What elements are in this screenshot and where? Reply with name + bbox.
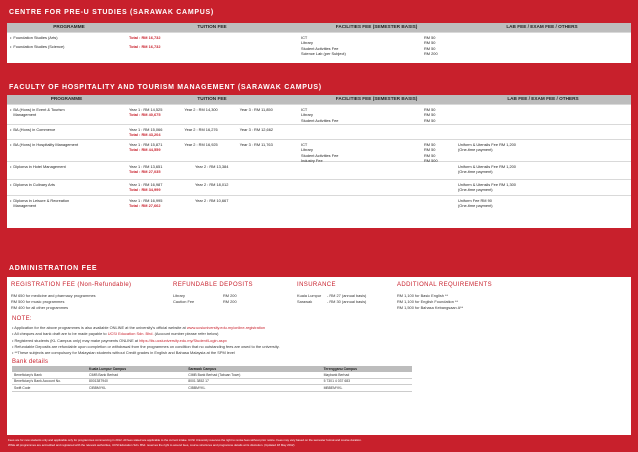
- programme-name: Diploma in Hotel Management: [13, 164, 66, 169]
- table-row: [10, 35, 123, 40]
- lab-cell: [455, 196, 631, 213]
- fee-line: [301, 51, 452, 56]
- cpu-lab: [455, 33, 631, 63]
- registration-link[interactable]: www.ucsiuniversity.edu.my/online-registration: [186, 325, 266, 331]
- fee-amount: RM 50: [424, 112, 436, 118]
- lab-fee-line: Uniform & Utensils Fee RM 1,300: [458, 182, 516, 187]
- fee-amount: RM 50: [424, 40, 436, 46]
- lab-fee-note: (One-time payment): [458, 203, 493, 209]
- cpu-programmes: [7, 33, 126, 63]
- fee-amount: RM 50: [424, 117, 436, 123]
- fee-name: Library: [301, 112, 313, 118]
- header-facilities: FACILITIES FEE (SEMESTER BASIS): [335, 24, 418, 30]
- year-1: Year 1 : RM 15,066: [129, 127, 163, 132]
- bank-cell: Beneficiary's Bank: [12, 372, 87, 378]
- header-programme: PROGRAMME: [50, 96, 83, 102]
- bullet-icon: •: [10, 44, 12, 50]
- facilities-list: [301, 142, 452, 164]
- bullet-icon: •: [10, 142, 12, 147]
- programme-name: Foundation Studies (Science): [13, 44, 65, 50]
- fee-amount: RM 50: [424, 147, 436, 153]
- tuition-cell: [126, 196, 298, 213]
- fee-line: [301, 158, 452, 163]
- facilities-cell: [298, 140, 455, 164]
- note-text: Refundable Deposits are refundable upon completion or withdrawal from the programmes on condition that no outstanding fees are owed to the university.: [14, 343, 280, 349]
- fee-amount: RM 50: [424, 142, 436, 147]
- table-row: [7, 179, 631, 195]
- payment-link[interactable]: https://iis.ucsiuniversity.edu.my/Student/Login.aspx: [139, 337, 227, 343]
- bank-cell: CIBBMYKL: [186, 385, 321, 392]
- lab-fee-note: (One-time payment): [458, 187, 493, 193]
- table-row: [7, 104, 631, 124]
- fee-name: Student Activities Fee: [301, 117, 339, 123]
- year-1: Year 1 : RM 13,651: [129, 164, 163, 169]
- header-tuition: TUITION FEE: [197, 24, 227, 30]
- facilities-cell: [298, 125, 455, 139]
- admin-box: [7, 277, 631, 435]
- fee-name: Library: [301, 40, 313, 46]
- year-1: Year 1 : RM 16,995: [129, 198, 163, 203]
- table-row: [12, 385, 412, 392]
- insurance-amount: - RM 27 (annual basis): [327, 293, 367, 298]
- lab-cell: [455, 140, 631, 161]
- programme-cell: [7, 162, 126, 179]
- footer-disclaimer: [8, 438, 630, 447]
- note-text: (Account number please refer below): [154, 331, 219, 337]
- cpu-tuition: [126, 33, 298, 63]
- fee-amount: RM 50: [424, 35, 436, 40]
- programme-name: Diploma in Culinary Arts: [13, 182, 55, 187]
- bullet-icon: •: [10, 164, 12, 169]
- programme-name: BA (Hons) in Commerce: [13, 127, 56, 132]
- lab-fee-note: (One-time payment): [458, 169, 493, 175]
- additional-line: RM 1,500 for Bahasa Kebangsaan A**: [397, 304, 464, 310]
- registration-heading: REGISTRATION FEE (Non-Refundable): [11, 282, 132, 288]
- note-text: Registered students (KL Campus only) may make payments ONLINE at: [14, 337, 138, 343]
- lab-fee-line: Uniform Fee RM 90: [458, 198, 492, 203]
- cpu-facilities: [298, 33, 455, 63]
- year-2: Year 2 : RM 16,276: [184, 127, 218, 132]
- insurance-campus: Kuala Lumpur: [297, 293, 322, 298]
- additional-line: RM 1,100 for Basic English **: [397, 293, 449, 298]
- bank-cell: 5 7301 4 037 683: [322, 378, 412, 385]
- tuition-cell: [126, 140, 298, 161]
- bank-col-header: Sarawak Campus: [186, 366, 321, 372]
- cpu-title: CENTRE FOR PRE-U STUDIES (SARAWAK CAMPUS): [9, 9, 214, 16]
- year-3: Year 3 : RM 12,662: [239, 127, 274, 132]
- bank-section: [7, 359, 631, 391]
- year-1: Year 1 : RM 16,987: [129, 182, 163, 187]
- bank-table: [12, 366, 412, 391]
- bullet-icon: •: [10, 198, 12, 203]
- programme-cell: [7, 180, 126, 195]
- table-row: [12, 378, 412, 385]
- fee-name: ICT: [301, 142, 308, 147]
- programme-name: Diploma in Leisure & Recreation Management: [13, 198, 70, 209]
- registration-line: RM 500 for music programmes: [11, 298, 65, 304]
- fee-name: Industry Fee: [301, 158, 323, 164]
- fee-amount: RM 50: [424, 152, 436, 158]
- fee-name: Student Activities Fee: [301, 45, 339, 51]
- year-2: Year 2 : RM 14,300: [184, 107, 218, 112]
- bank-cell: 8001 3852 17: [186, 378, 321, 385]
- programme-cell: [7, 105, 126, 124]
- tuition-total: Total : RM 27,662: [129, 203, 161, 209]
- bullet-icon: •: [10, 107, 12, 112]
- note-heading: NOTE:: [12, 315, 32, 322]
- note-text: **These subjects are compulsory for Malaysian students without Credit grades in English and Bahasa Malaysia at the SPM level: [14, 350, 235, 356]
- deposit-line: [173, 299, 293, 305]
- bank-cell: 8001387940: [87, 378, 186, 385]
- insurance-campus: Sarawak: [297, 298, 313, 304]
- year-2: Year 2 : RM 13,384: [195, 164, 229, 169]
- bank-cell: CIMB Bank Berhad: [87, 372, 186, 378]
- payee-name: UCSI Education Sdn. Bhd.: [107, 331, 154, 337]
- registration-fee: [11, 281, 169, 311]
- bank-cell: MBBEMYKL: [322, 385, 412, 392]
- bank-cell: CIMB Bank Berhad (Tabuan Town): [186, 372, 321, 378]
- bank-heading: Bank details: [12, 359, 49, 366]
- fht-title: FACULTY OF HOSPITALITY AND TOURISM MANAGEMENT (SARAWAK CAMPUS): [9, 84, 322, 91]
- note-line: • Registered students (KL Campus only) may make payments ONLINE at https://iis.ucsiuniversity.edu.my/Student/Login.aspx: [12, 337, 227, 343]
- lab-fee-line: Uniform & Utensils Fee RM 1,200: [458, 142, 516, 147]
- facilities-cell: [298, 180, 455, 195]
- bullet-icon: •: [10, 35, 12, 40]
- footer-line: Fees are for new students only and applicable only for programmes commencing in 2012. All fees stated are applicable to the current intake. UCSI University reserves the right to revise fees without prior notice. Fees may vary based on the semester format and course duration.: [8, 438, 362, 442]
- insurance-amount: - RM 30 (annual basis): [327, 298, 367, 304]
- cpu-body: [7, 32, 631, 63]
- fht-table-header: [7, 95, 631, 104]
- footer-line: While all programmes are accredited and registered with the relevant authorities, UCSI Education Sdn. Bhd. reserves the right to amend fees, course structures and programme details at its discretion. (Updated 18 May 2012): [8, 443, 295, 448]
- fee-name: ICT: [301, 35, 308, 40]
- year-2: Year 2 : RM 18,012: [195, 182, 229, 187]
- deposit-name: Library: [173, 293, 185, 298]
- additional-requirements: [397, 281, 597, 311]
- fee-name: ICT: [301, 107, 308, 112]
- lab-fee-note: (One-time payment): [458, 147, 493, 153]
- programme-cell: [7, 125, 126, 139]
- fee-amount: RM 50: [424, 45, 436, 51]
- tuition-cell: [126, 162, 298, 179]
- registration-line: RM 650 for medicine and pharmacy programmes: [11, 293, 96, 298]
- deposits-heading: REFUNDABLE DEPOSITS: [173, 282, 253, 288]
- tuition-total: Total : RM 34,999: [129, 187, 161, 193]
- table-row: [7, 124, 631, 139]
- fee-name: Library: [301, 147, 313, 153]
- refundable-deposits: [173, 281, 293, 311]
- tuition-total: Total : RM 16,732: [129, 44, 161, 50]
- tuition-total: Total : RM 44,559: [129, 147, 161, 153]
- tuition-total: Total : RM 27,035: [129, 169, 161, 175]
- fee-name: Science Lab (per Subject): [301, 51, 346, 57]
- note-line: • Application for the above programmes is also available ONLINE at the university's official website at www.ucsiuniversity.edu.my/online-registration: [12, 325, 266, 331]
- note-line: • All cheques and bank draft are to be made payable to UCSI Education Sdn. Bhd. (Account number please refer below): [12, 331, 219, 337]
- fht-table: [7, 95, 631, 228]
- header-facilities: FACILITIES FEE (SEMESTER BASIS): [335, 96, 418, 102]
- insurance-line: [297, 299, 393, 305]
- tuition-cell: [126, 125, 298, 139]
- year-3: Year 3 : RM 11,763: [239, 142, 273, 147]
- lab-cell: [455, 162, 631, 179]
- programme-name: Foundation Studies (Arts): [13, 35, 58, 40]
- lab-cell: [455, 105, 631, 124]
- deposit-amount: RM 200: [223, 293, 237, 298]
- programme-name: BA (Hons) in Event & Tourism Management: [13, 107, 65, 118]
- tuition-cell: [126, 180, 298, 195]
- note-text: All cheques and bank draft are to be made payable to: [14, 331, 107, 337]
- table-row: [7, 195, 631, 213]
- deposit-amount: RM 200: [223, 298, 237, 304]
- insurance-heading: INSURANCE: [297, 282, 336, 288]
- bank-cell: Swift Code: [12, 385, 87, 392]
- bullet-icon: •: [10, 127, 12, 132]
- fee-amount: RM 500: [424, 158, 438, 164]
- admin-grid: [7, 277, 631, 311]
- note-text: Application for the above programmes is also available ONLINE at the university's official website at: [14, 325, 186, 331]
- admin-title: ADMINISTRATION FEE: [9, 265, 98, 272]
- fee-name: Student Activities Fee: [301, 152, 339, 158]
- header-programme: PROGRAMME: [53, 24, 85, 30]
- lab-cell: [455, 125, 631, 139]
- cpu-table-header: [7, 23, 631, 32]
- year-1: Year 1 : RM 15,871: [129, 142, 163, 147]
- year-2: Year 2 : RM 16,925: [184, 142, 218, 147]
- lab-fee-line: Uniform & Utensils Fee RM 1,200: [458, 164, 516, 169]
- fee-amount: RM 50: [424, 107, 436, 112]
- header-lab: LAB FEE / EXAM FEE / OTHERS: [507, 96, 579, 102]
- bank-cell: Beneficiary's Bank Account No.: [12, 378, 87, 385]
- tuition-total: Total : RM 43,204: [129, 132, 161, 138]
- programme-cell: [7, 196, 126, 213]
- note-section: [7, 315, 631, 357]
- table-row: [10, 44, 123, 49]
- bullet-icon: •: [10, 182, 12, 187]
- facilities-cell: [298, 196, 455, 213]
- tuition-total: Total : RM 16,732: [129, 35, 161, 40]
- facilities-cell: [298, 162, 455, 179]
- header-tuition: TUITION FEE: [197, 96, 227, 102]
- cpu-table: [7, 23, 631, 63]
- insurance: [297, 281, 393, 311]
- year-3: Year 3 : RM 11,850: [239, 107, 273, 112]
- fee-amount: RM 200: [424, 51, 438, 57]
- facilities-cell: [298, 105, 455, 124]
- table-row: [7, 139, 631, 164]
- tuition-total: Total : RM 40,675: [129, 112, 161, 118]
- additional-line: RM 1,100 for English Foundation **: [397, 298, 458, 304]
- bank-cell: CIBBMYKL: [87, 385, 186, 392]
- bank-col-header: Kuala Lumpur Campus: [87, 366, 186, 372]
- lab-cell: [455, 180, 631, 195]
- header-lab: LAB FEE / EXAM FEE / OTHERS: [506, 24, 578, 30]
- note-line: • **These subjects are compulsory for Malaysian students without Credit grades in English and Bahasa Malaysia at the SPM level: [12, 350, 235, 356]
- deposit-name: Caution Fee: [173, 298, 195, 304]
- tuition-cell: [126, 105, 298, 124]
- fee-line: [301, 118, 452, 123]
- registration-line: RM 400 for all other programmes: [11, 304, 69, 310]
- programme-cell: [7, 140, 126, 161]
- programme-name: BA (Hons) in Hospitality Management: [13, 142, 79, 147]
- year-2: Year 2 : RM 10,667: [195, 198, 229, 203]
- note-line: • Refundable Deposits are refundable upon completion or withdrawal from the programmes on condition that no outstanding fees are owed to the university.: [12, 343, 280, 349]
- bank-col-header: Terengganu Campus: [322, 366, 412, 372]
- additional-heading: ADDITIONAL REQUIREMENTS: [397, 282, 492, 288]
- bank-cell: Maybank Berhad: [322, 372, 412, 378]
- year-1: Year 1 : RM 14,525: [129, 107, 163, 112]
